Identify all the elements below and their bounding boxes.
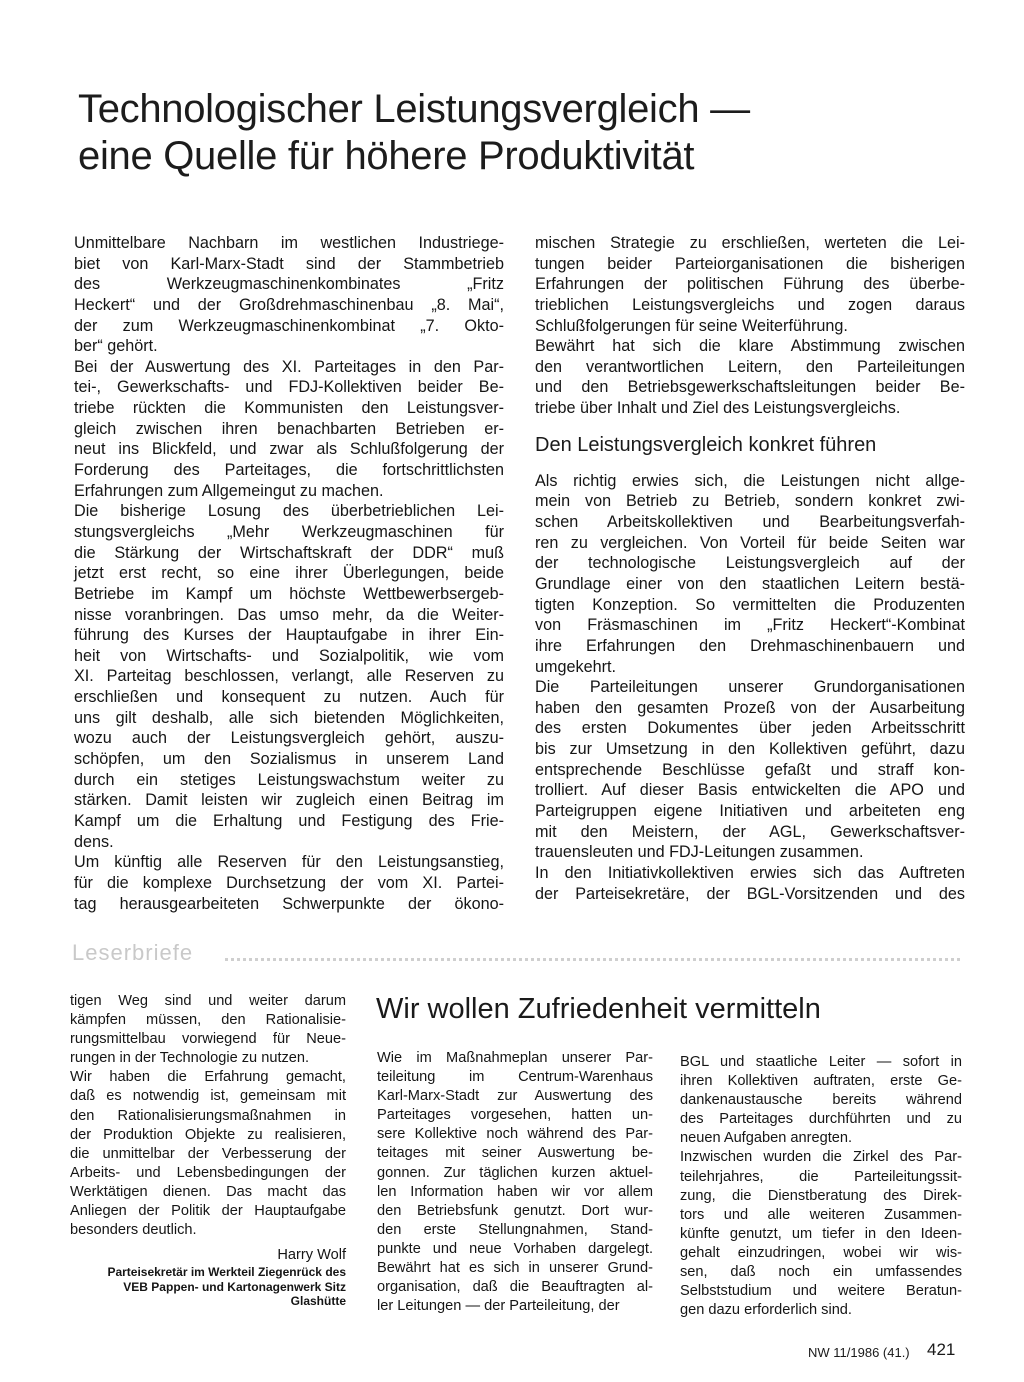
- text-line: ihre Erfahrungen den Drehmaschinenbauern und: [535, 636, 965, 655]
- text-line: gehalt einzudringen, wobei wir wis-: [680, 1244, 962, 1261]
- issue-reference: NW 11/1986 (41.): [808, 1345, 910, 1360]
- text-line: Als richtig erwies sich, die Leistungen nicht allge-: [535, 471, 965, 490]
- letter-column-2: [377, 1049, 653, 1316]
- letter-column-1-text: [70, 992, 346, 1240]
- letter-author: Harry Wolf: [277, 1247, 346, 1264]
- text-line: jetzt erst recht, so eine ihrer Überlegungen, beide: [74, 564, 504, 583]
- text-line: trolliert. Auf dieser Basis entwickelten die APO und: [535, 781, 965, 800]
- text-line: ber“ gehört.: [74, 337, 158, 356]
- text-line: Erfahrungen zum Allgemeingut zu machen.: [74, 481, 384, 500]
- text-line: Heckert“ und der Großdrehmaschinenbau „8. Mai“,: [74, 295, 504, 314]
- text-line: Parteigruppen eigene Initiativen und arbeiteten eng: [535, 802, 965, 821]
- text-line: tors und alle weiteren Zusammen-: [680, 1206, 962, 1223]
- text-line: nisse voranbringen. Das umso mehr, da die Weiter-: [74, 605, 504, 624]
- text-line: für die komplexe Durchsetzung der vom XI. Partei-: [74, 873, 504, 892]
- text-line: Bewährt hat es sich in unserer Grund-: [377, 1260, 653, 1277]
- author-note-line: VEB Pappen- und Kartonagenwerk Sitz: [123, 1279, 346, 1294]
- text-line: Grundlage einer von den staatlichen Leitern bestä-: [535, 574, 965, 593]
- text-line: biet von Karl-Marx-Stadt sind der Stammbetrieb: [74, 254, 504, 273]
- text-line: des Parteitages durchführten und zu: [680, 1111, 962, 1128]
- text-line: triebe rückten die Kommunisten den Leistungsver-: [74, 399, 504, 418]
- text-line: zung, die Dienstberatung des Direk-: [680, 1187, 962, 1204]
- text-line: sere Kollektive noch während des Par-: [377, 1126, 653, 1143]
- rubric-divider: [225, 958, 960, 961]
- text-line: neut ins Blickfeld, und zwar als Schlußfolgerung der: [74, 440, 504, 459]
- text-line: Kampf um die Erhaltung und Festigung des Frie-: [74, 811, 504, 830]
- text-line: wozu auch der Leistungsvergleich gehört, auszu-: [74, 729, 504, 748]
- text-line: künfte genutzt, um tiefer in den Ideen-: [680, 1225, 962, 1242]
- text-line: gonnen. Zur täglichen kurzen aktuel-: [377, 1164, 653, 1181]
- text-line: BGL und staatliche Leiter — sofort in: [680, 1054, 962, 1070]
- letter-author-note: [70, 1265, 346, 1309]
- text-line: mischen Strategie zu erschließen, werteten die Lei-: [535, 234, 965, 252]
- text-line: Werktätigen dienen. Das macht das: [70, 1183, 346, 1200]
- text-line: den erste Stellungnahmen, Stand-: [377, 1221, 653, 1238]
- text-line: uns gilt deshalb, alle sich bietenden Möglichkeiten,: [74, 708, 504, 727]
- letter-column-1: [70, 992, 346, 1309]
- letter-title: Wir wollen Zufriedenheit vermitteln: [376, 993, 821, 1025]
- text-line: Parteitages vorgesehen, hatten un-: [377, 1107, 653, 1124]
- text-line: Erfahrungen der politischen Führung des überbe-: [535, 275, 965, 294]
- text-line: daß es notwendig ist, gemeinsam mit: [70, 1088, 346, 1105]
- text-line: rungsmittelbau vorwiegend für Neue-: [70, 1031, 346, 1048]
- text-line: ihren Kollektiven auftraten, erste Ge-: [680, 1073, 962, 1090]
- text-line: ler Leitungen — der Parteileitung, der: [377, 1298, 620, 1315]
- article-title: [78, 86, 958, 180]
- text-line: teilehrjahres, die Parteileitungssit-: [680, 1168, 962, 1185]
- text-line: der Produktion Objekte zu realisieren,: [70, 1126, 346, 1143]
- title-line-1: Technologischer Leistungsvergleich —: [78, 87, 750, 131]
- text-line: trauensleuten und FDJ-Leitungen zusammen.: [535, 843, 864, 862]
- text-line: In den Initiativkollektiven erwies sich das Auftreten: [535, 863, 965, 882]
- text-line: des ersten Dokumentes über jeden Arbeitsschritt: [535, 719, 965, 738]
- text-line: tag herausgearbeiteten Schwerpunkte der ökono-: [74, 894, 504, 913]
- author-note-line: Parteisekretär im Werkteil Ziegenrück des: [107, 1265, 346, 1280]
- text-line: die Stärkung der Wirtschaftskraft der DDR“ muß: [74, 543, 504, 562]
- section-subheading: Den Leistungsvergleich konkret führen: [535, 433, 877, 456]
- article-column-2: [535, 233, 965, 904]
- text-line: Die bisherige Losung des überbetrieblichen Lei-: [74, 502, 504, 521]
- text-line: Die Parteileitungen unserer Grundorganisationen: [535, 678, 965, 697]
- text-line: entsprechende Beschlüsse gefaßt und straff kon-: [535, 760, 965, 779]
- text-line: sen, daß noch ein umfassendes: [680, 1264, 962, 1281]
- text-line: den verantwortlichen Leitern, den Parteileitungen: [535, 357, 965, 376]
- text-line: umgekehrt.: [535, 657, 616, 676]
- text-line: den Betriebsfunk genutzt. Dort wur-: [377, 1202, 653, 1219]
- letter-column-3: [680, 1053, 962, 1320]
- text-line: tei-, Gewerkschafts- und FDJ-Kollektiven beider Be-: [74, 378, 504, 397]
- article-column-2-lower: [535, 471, 965, 904]
- text-line: ren zu vergleichen. Von Vorteil für beide Seiten war: [535, 533, 965, 552]
- title-line-2: eine Quelle für höhere Produktivität: [78, 134, 695, 178]
- text-line: organisation, daß die Beauftragten al-: [377, 1279, 653, 1296]
- text-line: führung des Kurses der Hauptaufgabe in ihrer Ein-: [74, 626, 504, 645]
- text-line: durch ein stetiges Leistungswachstum weiter zu: [74, 770, 504, 789]
- text-line: schen Arbeitskollektiven und Bearbeitungsverfah-: [535, 513, 965, 532]
- text-line: dens.: [74, 832, 114, 851]
- text-line: besonders deutlich.: [70, 1222, 197, 1239]
- text-line: erschließen und konsequent zu nutzen. Auch für: [74, 688, 504, 707]
- text-line: Schlußfolgerungen für seine Weiterführung.: [535, 316, 848, 335]
- text-line: tungen beider Parteiorganisationen die bisherigen: [535, 254, 965, 273]
- text-line: XI. Parteitag beschlossen, verlangt, alle Reserven zu: [74, 667, 504, 686]
- text-line: stungsvergleichs „Mehr Werkzeugmaschinen für: [74, 522, 504, 541]
- text-line: gen dazu erforderlich sind.: [680, 1302, 852, 1319]
- text-line: Bei der Auswertung des XI. Parteitages in den Par-: [74, 357, 504, 376]
- text-line: der zum Werkzeugmaschinenkombinat „7. Okto-: [74, 316, 504, 335]
- text-line: Unmittelbare Nachbarn im westlichen Industriege-: [74, 234, 504, 252]
- text-line: dankenaustausche bereits während: [680, 1092, 962, 1109]
- text-line: Forderung des Parteitages, die fortschrittlichsten: [74, 461, 504, 480]
- text-line: mit den Meistern, der AGL, Gewerkschaftsver-: [535, 822, 965, 841]
- text-line: neuen Aufgaben anregten.: [680, 1130, 853, 1147]
- text-line: mein von Betrieb zu Betrieb, sondern konkret zwi-: [535, 492, 965, 511]
- text-line: heit von Wirtschafts- und Sozialpolitik, wie vom: [74, 646, 504, 665]
- rubric-label: Leserbriefe: [72, 940, 194, 965]
- page-number: 421: [927, 1340, 956, 1359]
- text-line: Wir haben die Erfahrung gemacht,: [70, 1069, 346, 1086]
- text-line: stärken. Damit leisten wir zugleich einen Beitrag im: [74, 791, 504, 810]
- text-line: von Fräsmaschinen im „Fritz Heckert“-Kombinat: [535, 616, 965, 635]
- text-line: kämpfen müssen, den Rationalisie-: [70, 1012, 346, 1029]
- article-column-1: [74, 233, 504, 914]
- text-line: punkte und neue Vorhaben dargelegt.: [377, 1240, 653, 1257]
- text-line: Karl-Marx-Stadt zur Auswertung des: [377, 1088, 653, 1105]
- text-line: Wie im Maßnahmeplan unserer Par-: [377, 1050, 653, 1066]
- text-line: triebe über Inhalt und Ziel des Leistungsvergleichs.: [535, 399, 901, 418]
- text-line: schöpfen, um den Sozialismus in unserem Land: [74, 750, 504, 769]
- text-line: des Werkzeugmaschinenkombinates „Fritz: [74, 275, 504, 294]
- text-line: Bewährt hat sich die klare Abstimmung zwischen: [535, 337, 965, 356]
- text-line: Selbststudium und weitere Beratun-: [680, 1283, 962, 1300]
- text-line: Arbeits- und Lebensbedingungen der: [70, 1164, 346, 1181]
- text-line: Anliegen der Politik der Hauptaufgabe: [70, 1203, 346, 1220]
- text-line: teileitung im Centrum-Warenhaus: [377, 1069, 653, 1086]
- text-line: teitages mit seiner Auswertung be-: [377, 1145, 653, 1162]
- author-note-line: Glashütte: [290, 1294, 346, 1309]
- article-column-2-upper: [535, 233, 965, 419]
- text-line: Inzwischen wurden die Zirkel des Par-: [680, 1149, 962, 1166]
- text-line: haben den gesamten Prozeß von der Ausarbeitung: [535, 698, 965, 717]
- text-line: die unmittelbar der Verbesserung der: [70, 1145, 346, 1162]
- text-line: trieblichen Leistungsvergleichs und zogen daraus: [535, 295, 965, 314]
- text-line: der Parteisekretäre, der BGL-Vorsitzenden und des: [535, 884, 965, 903]
- text-line: den Rationalisierungsmaßnahmen in: [70, 1107, 346, 1124]
- text-line: len Information haben wir vor allem: [377, 1183, 653, 1200]
- text-line: Um künftig alle Reserven für den Leistungsanstieg,: [74, 853, 504, 872]
- text-line: und den Betriebsgewerkschaftsleitungen beider Be-: [535, 378, 965, 397]
- text-line: rungen in der Technologie zu nutzen.: [70, 1050, 310, 1067]
- text-line: der technologische Leistungsvergleich auf der: [535, 554, 965, 573]
- text-line: Betriebe im Kampf um höchste Wettbewerbsergeb-: [74, 584, 504, 603]
- text-line: bis zur Umsetzung in den Kollektiven geführt, dazu: [535, 740, 965, 759]
- text-line: gleich zwischen ihren benachbarten Betrieben er-: [74, 419, 504, 438]
- text-line: tigten Konzeption. So vermittelten die Produzenten: [535, 595, 965, 614]
- text-line: tigen Weg sind und weiter darum: [70, 993, 346, 1009]
